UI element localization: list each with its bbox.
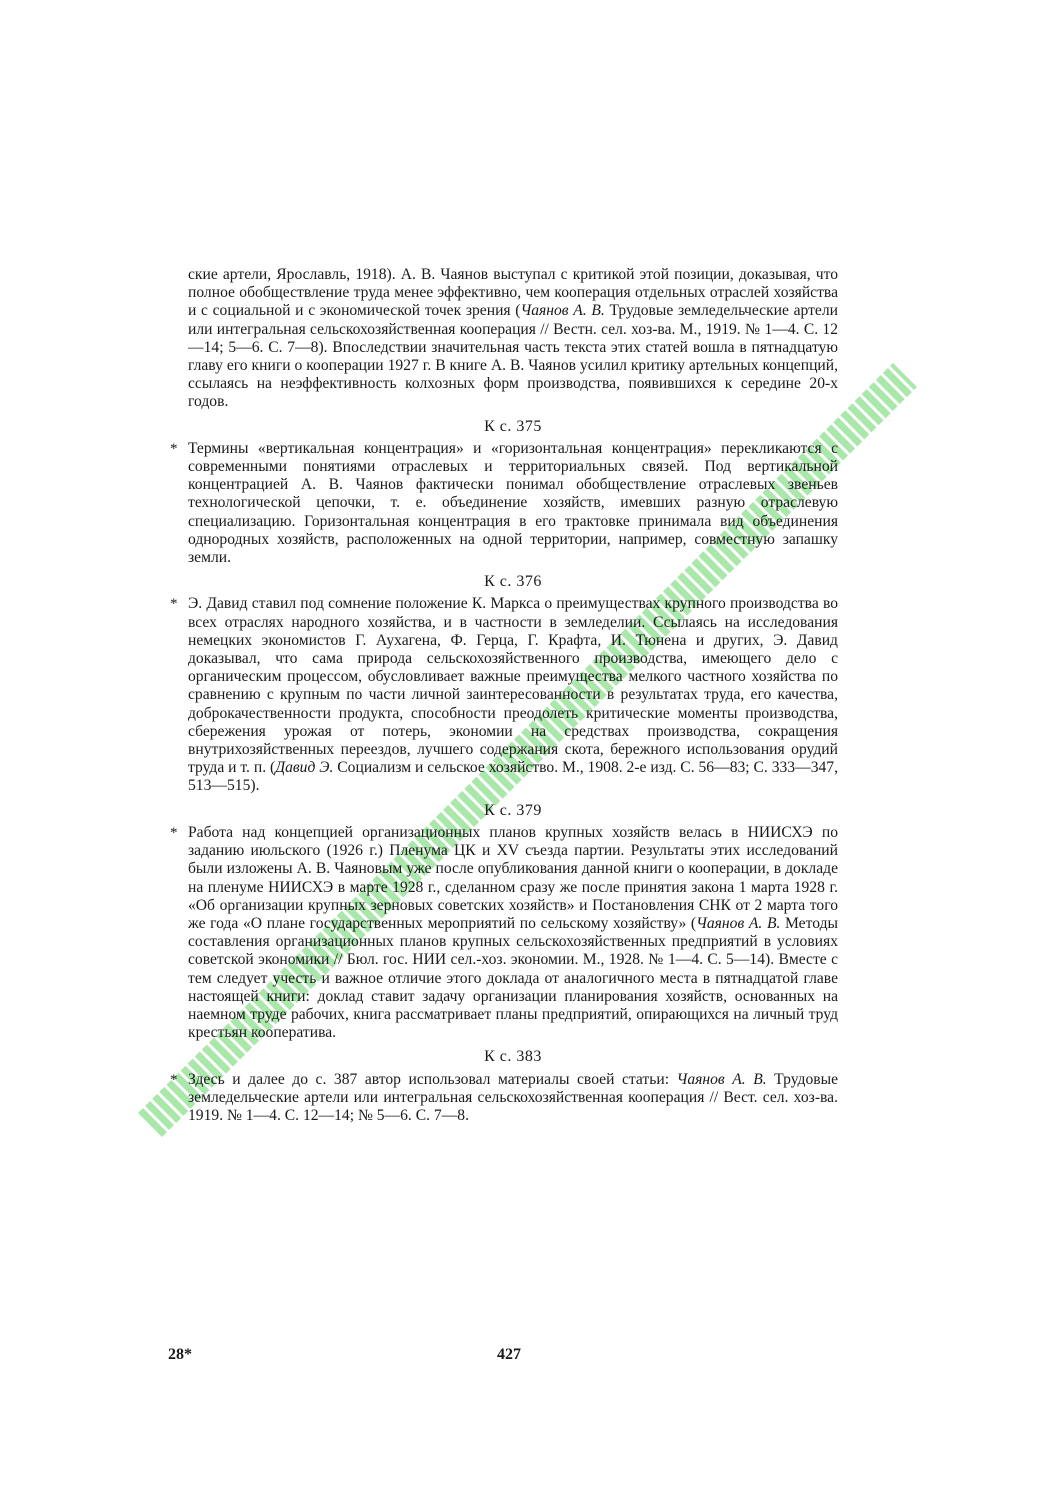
note-376: [170, 595, 838, 795]
note-375: [170, 439, 838, 567]
note-383-text-2: Трудовые земледельческие артели или интегральная сельскохозяйственная кооперация // Вест. сел. хоз-ва. 1919. № 1—4. С. 12—14; № 5—6. С. 7—8.: [188, 1070, 838, 1124]
note-heading-379: К с. 379: [484, 801, 542, 819]
note-383-italic-author: Чаянов А. В.: [676, 1070, 767, 1088]
note-383: [170, 1070, 838, 1126]
note-383-text-1: Здесь и далее до с. 387 автор использовал материалы своей статьи:: [188, 1070, 677, 1088]
footnote-marker: *: [170, 1071, 178, 1088]
footnote-marker: *: [170, 440, 178, 457]
note-heading-375: К с. 375: [484, 417, 542, 435]
note-heading-376: К с. 376: [484, 573, 542, 591]
footnote-marker: *: [170, 596, 178, 613]
note-375-text: Термины «вертикальная концентрация» и «горизонтальная концентрация» перекликаются с современными понятиями отраслевых и территориальных связей. Под вертикальной концентрацией А. В. Чаянов фактически понимал обобществление отраслевых звеньев технологической цепочки, т. е. объединение хозяйств, имевших разную отраслевую специализацию. Горизонтальная концентрация в его трактовке принимала вид объединения однородных хозяйств, расположенных на одной территории, например, совместную запашку земли.: [188, 439, 838, 567]
intro-paragraph: [188, 266, 838, 412]
note-376-italic-author: Давид Э.: [275, 759, 334, 777]
commentary-text: [170, 266, 838, 1125]
intro-text-2: Трудовые земледельческие артели или интегральная сельскохозяйственная кооперация // Вестн. сел. хоз-ва. М., 1919. № 1—4. С. 12—14; 5—6. С. 7—8). Впоследствии значительная часть текста этих статей вошла в пятнадцатую главу его книги о кооперации 1927 г. В книге А. В. Чаянов усилил критику артельных концепций, ссылаясь на неэффективность колхозных форм производства, появившихся к середине 20-х годов.: [188, 302, 838, 411]
footnote-marker: *: [170, 824, 178, 841]
printer-signature: 28*: [168, 1346, 192, 1363]
note-376-text-2: Социализм и сельское хозяйство. М., 1908. 2-е изд. С. 56—83; С. 333—347, 513—515).: [188, 759, 838, 795]
page-footer: [0, 1346, 1052, 1368]
note-heading-383: К с. 383: [484, 1048, 542, 1066]
page-number: 427: [497, 1346, 521, 1363]
note-379-italic-author: Чаянов А. В.: [696, 914, 781, 932]
intro-text-1: ские артели, Ярославль, 1918). А. В. Чаянов выступал с критикой этой позиции, доказывая, что полное обобществление труда менее эффективно, чем кооперация отдельных отраслей хозяйства и с социальной и с экономической точек зрения (: [188, 266, 838, 320]
note-379-text-1: Работа над концепцией организационных планов крупных хозяйств велась в НИИСХЭ по заданию июльского (1926 г.) Пленума ЦК и XV съезда партии. Результаты этих исследований были изложены А. В. Чаяновым уже после опубликования данной книги о кооперации, в докладе на пленуме НИИСХЭ в марте 1928 г., сделанном сразу же после принятия закона 1 марта 1928 г. «Об организации крупных зерновых советских хозяйств» и Постановления СНК от 2 марта того же года «О плане государственных мероприятий по сельскому хозяйству» (: [188, 823, 838, 932]
note-379: [170, 823, 838, 1042]
note-379-text-2: Методы составления организационных планов крупных сельскохозяйственных предприятий в условиях советской экономики // Бюл. гос. НИИ сел.-хоз. экономии. М., 1928. № 1—4. С. 5—14). Вместе с тем следует учесть и важное отличие этого доклада от аналогичного места в пятнадцатой главе настоящей книги: доклад ставит задачу организации планирования хозяйств, основанных на наемном труде рабочих, книга рассматривает планы предприятий, опирающихся на личный труд крестьян кооператива.: [188, 914, 838, 1042]
note-376-text-1: Э. Давид ставил под сомнение положение К. Маркса о преимуществах крупного производства во всех отраслях народного хозяйства, и в частности в земледелии. Ссылаясь на исследования немецких экономистов Г. Аухагена, Ф. Герца, Г. Крафта, И. Тюнена и других, Э. Давид доказывал, что сама природа сельскохозяйственного производства, имеющего дело с органическим процессом, обусловливает важные преимущества мелкого частного хозяйства по сравнению с крупным по части личной заинтересованности в результатах труда, его качества, доброкачественности продукта, способности преодолеть критические моменты производства, сбережения урожая от потерь, экономии на средствах производства, сокращения внутрихозяйственных переездов, лучшего содержания скота, бережного использования орудий труда и т. п. (: [188, 595, 838, 777]
intro-italic-author: Чаянов А. В.: [520, 302, 605, 320]
